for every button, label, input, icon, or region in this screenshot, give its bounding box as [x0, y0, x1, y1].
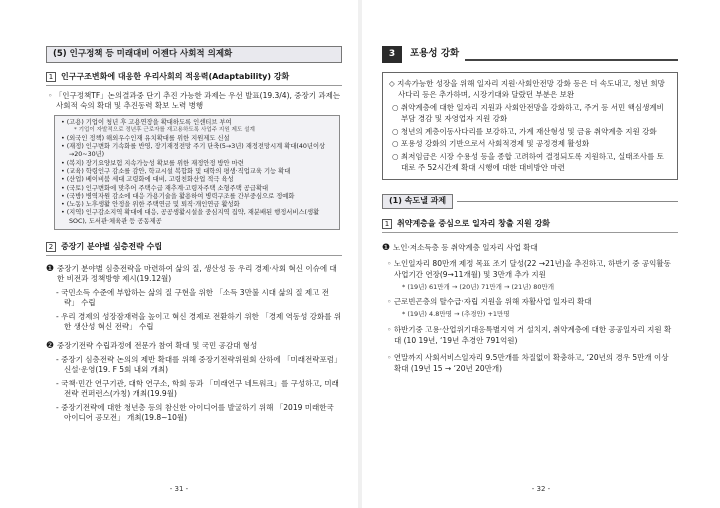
subheading-speed-tasks [382, 194, 678, 209]
bullet-text: 연말까지 사회서비스일자리 9.5만개를 차질없이 확충하고, ‘20년의 경우 5만개 이상 확대 (19년 15 → ‘20년 20만개) [393, 352, 669, 373]
numbered-item [46, 341, 342, 351]
panel-row: • (재정) 인구변화 기속화를 반영, 장기재정전망 주기 단축(5→3년) 재정전망시계 확대(40년이상→20~30년) [61, 143, 326, 159]
page-number: - 31 - [169, 484, 189, 493]
dash-item: - 국민소득 수준에 부합하는 삶의 질 구현을 위한 「소득 3만불 시대 삶의 질 제고 전략」 수립 [56, 288, 329, 308]
subheading-number: 1 [382, 219, 392, 229]
dash-item: - 중장기 심층전략 논의의 제반 확대를 위해 중장기전략위원회 산하에 「미래전략포럼」 신설·운영(19. F 5회 내외 개최) [56, 354, 342, 374]
dash-item: - 우리 경제의 성장잠재력을 높이고 혁신 경제로 전환하기 위한 「경제 역동성 강화를 위한 생산성 혁신 전략」 수립 [56, 312, 342, 332]
section-header-left [46, 46, 342, 63]
section-header-right [382, 46, 678, 63]
subheading-title: (1) 속도낼 과제 [382, 194, 453, 209]
bullet-text: 하반기중 고용·산업위기대응특별지역 거 설치지, 취약계층에 대한 공공일자리 지원 확대 (10 19년, ‘19년 추경안 791억원) [393, 325, 672, 345]
panel-row-text: (고용) 기업이 청년 후 고용연장을 확대하도록 인센티브 부여 [66, 119, 232, 127]
section-number: 3 [382, 46, 402, 63]
subheading-adaptability [46, 72, 342, 86]
section-title: 포용성 강화 [410, 48, 460, 60]
policy-panel [54, 115, 340, 230]
dash-text: 우리 경제의 성장잠재력을 높이고 혁신 경제로 전환하기 위한 「경제 역동성 강화를 위한 생산성 혁신 전략」 수립 [61, 312, 342, 332]
panel-row-text: (지역) 인구감소지역 확대에 대응, 공공생활시설을 중심지역 집약, 재분배된 행정서비스(생활SOC), 도서관·체육관 등 공동제공 [66, 209, 320, 225]
subheading-strategy [46, 242, 342, 256]
bullet-item: ◦ 「인구정책TF」논의결과중 단기 추진 가능한 과제는 우선 발표(19.3/4), 중장기 과제는 사회적 숙의 확대 및 추진동력 확보 노력 병행 [48, 90, 341, 110]
item-number: ❶ [382, 242, 391, 253]
subheading-number: 2 [46, 242, 56, 252]
bullet-note: * (19년) 4.8만명 → (추경안) +1만명 [402, 310, 510, 319]
callout-row: ◇ 지속가능한 성장을 위해 일자리 지원·사회안전망 강화 등은 더 속도내고, 청년 희망사다리 등은 추가하며, 시장기대와 달랐던 부분은 보완 [389, 79, 665, 99]
dash-text: 중장기 심층전략 논의의 제반 확대를 위해 중장기전략위원회 산하에 「미래전략포럼」 신설·운영(19. F 5회 내외 개최) [61, 354, 342, 374]
panel-row: • (노동) 노후생활 안정을 위한 주택연금 및 퇴직·개인연금 활성화 [61, 201, 240, 209]
dash-text: 국민소득 수준에 부합하는 삶의 질 구현을 위한 「소득 3만불 시대 삶의 질 제고 전략」 수립 [61, 288, 329, 308]
subheading-number: 1 [46, 72, 56, 82]
bullet-item: ◦ 하반기중 고용·산업위기대응특별지역 거 설치지, 취약계층에 대한 공공일자리 지원 확대 (10 19년, ‘19년 추경안 791억원) [387, 325, 672, 345]
dash-text: 중장기전략에 대한 청년층 등의 참신한 아이디어를 발굴하기 위해 「2019 미래한국 아이디어 공모전」 개최(19.8~10월) [61, 403, 334, 423]
panel-row: • (산업) 베이비붐 세대 고령화에 대비, 고령친화산업 적극 육성 [61, 176, 234, 184]
panel-row-text: (산업) 베이비붐 세대 고령화에 대비, 고령친화산업 적극 육성 [66, 176, 234, 184]
numbered-item [382, 243, 678, 253]
panel-row: • (국방) 병역자원 감소에 대응 가용기술을 활용하여 병력구조를 간부중심으로 정예화 [61, 192, 295, 200]
bullet-note: * (19년) 61만개 → (20년) 71만개 → (21년) 80만개 [402, 282, 555, 291]
panel-row-text: (국방) 병역자원 감소에 대응 가용기술을 활용하여 병력구조를 간부중심으로 정예화 [66, 192, 295, 200]
panel-row-text: (복지) 장기요양보험 지속가능성 확보를 위한 재정안정 방안 마련 [66, 159, 244, 167]
panel-row-text: (국토) 인구변화에 맞추어 주택수급 재추계·고령자주택 소형주택 공급확대 [66, 184, 269, 192]
callout-row: ○ 취약계층에 대한 일자리 지원과 사회안전망을 강화하고, 주거 등 서민 핵심생계비 부담 경감 및 자영업자 지원 강화 [392, 102, 664, 123]
page-number: - 32 - [531, 484, 551, 493]
section-rule [465, 59, 678, 61]
panel-row: • (고용) 기업이 청년 후 고용연장을 확대하도록 인센티브 부여 [61, 119, 232, 127]
subheading-jobs [382, 219, 678, 233]
panel-row: • (지역) 인구감소지역 확대에 대응, 공공생활시설을 중심지역 집약, 재분배된 행정서비스(생활SOC), 도서관·체육관 등 공동제공 [61, 209, 320, 225]
panel-row-text: (노동) 노후생활 안정을 위한 주택연금 및 퇴직·개인연금 활성화 [66, 201, 240, 209]
numbered-item [46, 264, 342, 284]
item-text: 노인·저소득층 등 취약계층 일자리 사업 확대 [393, 242, 538, 252]
dash-item: - 국책·민간 연구기관, 대학 연구소, 학회 등과 「미래연구 네트워크」를 구성하고, 미래전략 컨퍼런스(가칭) 개최(19.9월) [56, 378, 339, 399]
panel-row: • (국토) 인구변화에 맞추어 주택수급 재추계·고령자주택 소형주택 공급확대 [61, 184, 269, 192]
bullet-item: ◦ 근로빈곤층의 탈수급·자립 지원을 위해 자활사업 일자리 확대 [387, 297, 592, 307]
dash-text: 국책·민간 연구기관, 대학 연구소, 학회 등과 「미래연구 네트워크」를 구성하고, 미래전략 컨퍼런스(가칭) 개최(19.9월) [61, 378, 339, 399]
item-number: ❷ [46, 340, 55, 351]
callout-row: ○ 포용성 강화의 기반으로서 사회적경제 및 공정경제 활성화 [392, 139, 590, 149]
callout-row: ○ 최저임금은 시장 수용성 등을 종합 고려하여 결정되도록 지원하고, 실태조사를 토대로 주 52시간제 확대 시행에 대한 대비방안 마련 [392, 152, 664, 173]
panel-row: • (복지) 장기요양보험 지속가능성 확보를 위한 재정안정 방안 마련 [61, 159, 244, 167]
panel-row-text: (외국인 정책) 해외우수인재 유치확대를 위한 지원제도 신설 [66, 134, 230, 142]
bullet-text: 근로빈곤층의 탈수급·자립 지원을 위해 자활사업 일자리 확대 [393, 297, 592, 307]
page-right [362, 0, 720, 508]
item-text: 중장기전략 수립과정에 전문가 참여 확대 및 국민 공감대 형성 [57, 340, 258, 350]
dash-item: - 중장기전략에 대한 청년층 등의 참신한 아이디어를 발굴하기 위해 「2019 미래한국 아이디어 공모전」 개최(19.8~10월) [56, 403, 334, 423]
panel-row-text: (재정) 인구변화 기속화를 반영, 장기재정전망 주기 단축(5→3년) 재정전망시계 확대(40년이상→20~30년) [66, 143, 326, 159]
panel-note: * 기업이 자발적으로 정년후 근로자를 재고용하도록 사업주 지원 제도 설계 [74, 127, 255, 134]
item-number: ❶ [46, 263, 55, 274]
summary-callout [382, 72, 678, 180]
subheading-title: 중장기 분야별 심층전략 수립 [61, 241, 163, 251]
item-text: 중장기 분야별 심층전략을 마련하여 삶의 질, 생산성 등 우리 경제·사회 혁신 이슈에 대한 비전과 정책방향 제시(19.12월) [57, 263, 337, 283]
panel-row: • (외국인 정책) 해외우수인재 유치확대를 위한 지원제도 신설 [61, 134, 230, 142]
bullet-item: ◦ 노인일자리 80만개 제정 목표 조기 달성(22 →21년)을 추진하고, 하반기 중 공익활동 사업기간 연장(9→11개월) 및 3만개 추가 지원 [387, 258, 671, 279]
page-left [0, 0, 358, 508]
callout-row: ○ 청년의 계층이동사다리를 보강하고, 가계 재산형성 및 금융 취약계층 지원 강화 [392, 126, 657, 136]
bullet-text: 「인구정책TF」논의결과중 단기 추진 가능한 과제는 우선 발표(19.3/4), 중장기 과제는 사회적 숙의 확대 및 추진동력 확보 노력 병행 [54, 90, 341, 110]
subheading-title: 취약계층을 중심으로 일자리 창출 지원 강화 [397, 219, 551, 228]
subheading-title: 인구구조변화에 대응한 우리사회의 적응력(Adaptability) 강화 [61, 72, 290, 81]
panel-row-text: (교육) 학령인구 감소를 감안, 학교시설 복합화 및 대학의 평생·직업교육 기능 확대 [66, 167, 291, 175]
subheading-rule [457, 201, 678, 202]
bullet-item: ◦ 연말까지 사회서비스일자리 9.5만개를 차질없이 확충하고, ‘20년의 경우 5만개 이상 확대 (19년 15 → ‘20년 20만개) [387, 352, 669, 373]
bullet-text: 노인일자리 80만개 제정 목표 조기 달성(22 →21년)을 추진하고, 하반기 중 공익활동 사업기간 연장(9→11개월) 및 3만개 추가 지원 [393, 258, 671, 279]
panel-row: • (교육) 학령인구 감소를 감안, 학교시설 복합화 및 대학의 평생·직업교육 기능 확대 [61, 167, 291, 175]
section-title: (5) 인구정책 등 미래대비 어젠다 사회적 의제화 [53, 48, 233, 59]
